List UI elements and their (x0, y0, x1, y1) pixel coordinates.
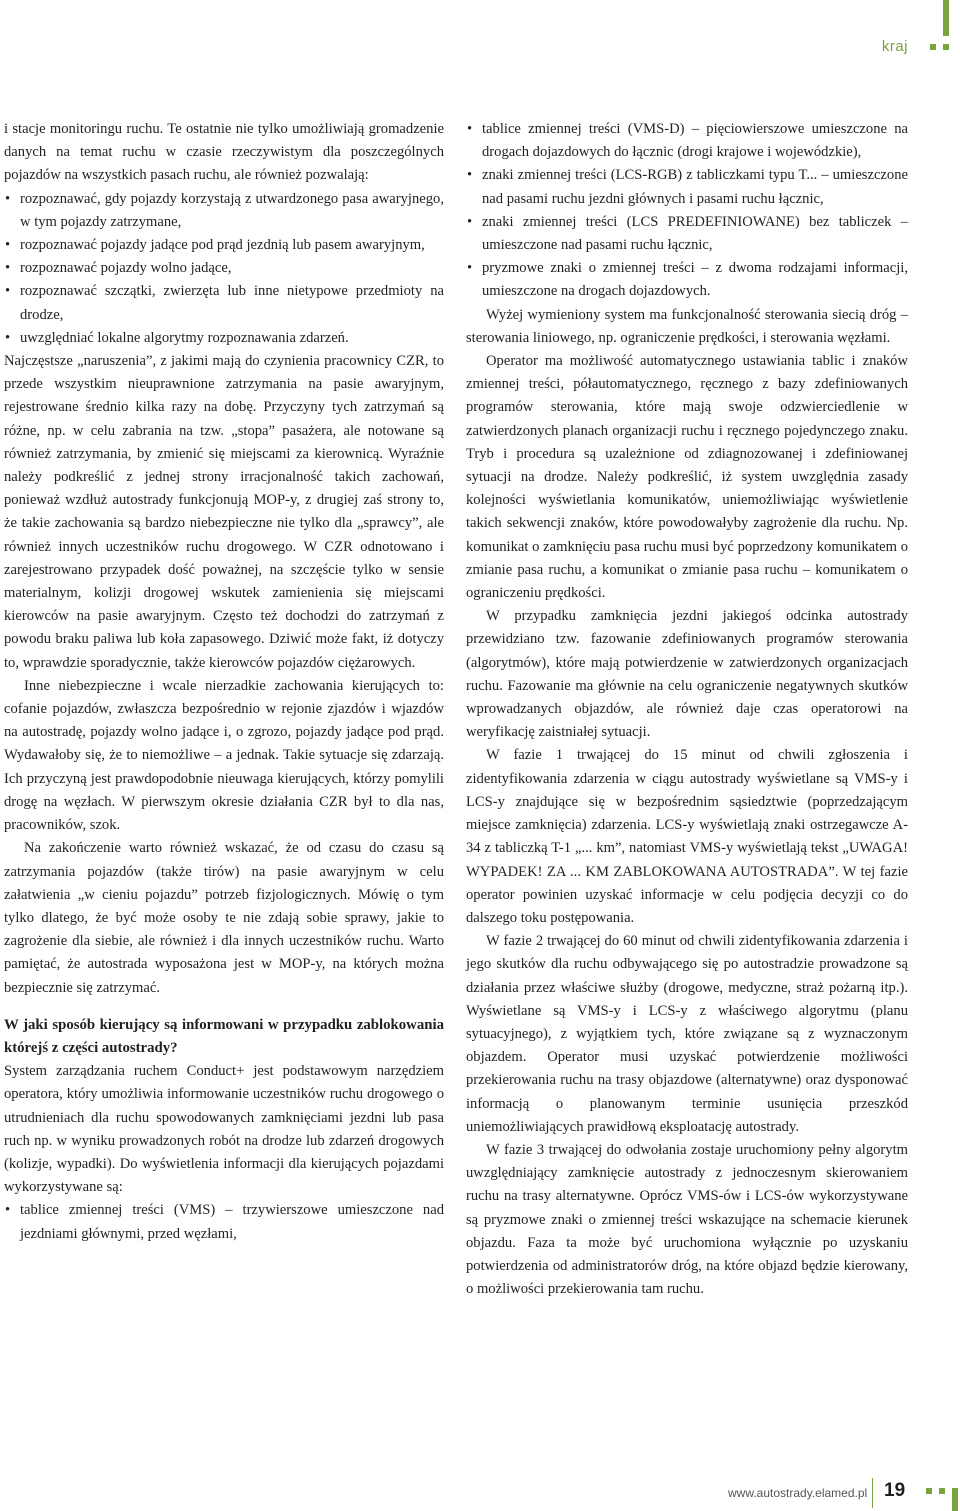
paragraph: Inne niebezpieczne i wcale nierzadkie zachowania kierujących to: cofanie pojazdów, zwłaszcza bezpośrednio w rejonie zjazdów i wjazdów na autostradę, pojazdy wolno jadące i, o zgrozo, pojazdy jadące pod prąd. Wydawałoby się, że to niemożliwe – a jednak. Takie sytuacje się zdarzają. Ich przyczyną jest prawdopodobnie nieuwaga kierujących, którzy pomylili drogę na węzłach. W pierwszym okresie działania CZR był to dla nas, pracowników, szok. (4, 677, 444, 834)
paragraph: Operator ma możliwość automatycznego ustawiania tablic i znaków zmiennej treści, półautomatycznego, ręcznego z bazy zdefiniowanych programów sterowania, które mają swoje odzwierciedlenie w zatwierdzonych planach organizacji ruchu i ręcznego pojedynczego znaku. Tryb i procedura są uzależnione od zdiagnozowanej i zdefiniowanej sytuacji na drodze. Należy podkreślić, iż system uwzględnia zasady kolejności wyświetlania komunikatów, uniemożliwiając wyświetlenie takich sekwencji znaków, które powodowałyby zagrożenie dla ruchu. Np. komunikat o zamknięciu pasa ruchu musi być poprzedzony komunikatem o zmianie pasa ruchu, a komunikat o zmianie pasa ruchu – komunikatem o ograniczeniu prędkości. (466, 353, 908, 602)
bullet-list (4, 1199, 444, 1245)
accent-bar (952, 1488, 958, 1511)
list-item: • uwzględniać lokalne algorytmy rozpoznawania zdarzeń. (4, 327, 444, 350)
paragraph: Wyżej wymieniony system ma funkcjonalność sterowania siecią dróg – sterowania liniowego, np. ograniczenie prędkości, i sterowania węzłami. (466, 306, 908, 346)
list-item: • tablice zmiennej treści (VMS-D) – pięciowierszowe umieszczone na drogach dojazdowych do łącznic (drogi krajowe i wojewódzkie), (466, 118, 908, 164)
paragraph: W fazie 1 trwającej do 15 minut od chwili zgłoszenia i zidentyfikowania zdarzenia w ciągu autostrady wyświetlane są VMS-y i LCS-y znajdujące się w bezpośrednim sąsiedztwie (poprzedzającym miejsce zamknięcia) zdarzenia. LCS-y wyświetlają znaki ostrzegawcze A-34 z tabliczką T-1 „... km”, natomiast VMS-y wyświetlają tekst „UWAGA! WYPADEK! ZA ... KM ZABLOKOWANA AUTOSTRADA”. W tej fazie operator powinien uzyskać informacje w celu podjęcia decyzji co do dalszego toku postępowania. (466, 747, 908, 926)
paragraph: System zarządzania ruchem Conduct+ jest podstawowym narzędziem operatora, który umożliwia informowanie uczestników ruchu drogowego o utrudnieniach dla ruchu spowodowanych zamknięciami jezdni lub pasa ruch np. w wyniku prowadzonych robót na drodze lub zdarzeń drogowych (kolizje, wypadki). Do wyświetlenia informacji dla kierujących pojazdami wykorzystywane są: (4, 1063, 444, 1196)
paragraph: W przypadku zamknięcia jezdni jakiegoś odcinka autostrady przewidziano tzw. fazowanie zdefiniowanych programów sterowania (algorytmów), które mają potwierdzenie w zatwierdzonych organizacjach ruchu. Fazowanie ma głównie na celu ograniczenie negatywnych skutków wprowadzanych objazdów, ale również daje czas operatorowi na weryfikację zaistniałej sytuacji. (466, 608, 908, 741)
footer-divider (872, 1478, 873, 1508)
list-item: • tablice zmiennej treści (VMS) – trzywierszowe umieszczone nad jezdniami głównymi, przed węzłami, (4, 1199, 444, 1245)
list-item: • znaki zmiennej treści (LCS PREDEFINIOWANE) bez tabliczek – umieszczone nad pasami ruchu łącznic, (466, 211, 908, 257)
paragraph: W fazie 2 trwającej do 60 minut od chwili zidentyfikowania zdarzenia i jego skutków dla ruchu odbywającego się po autostradzie prowadzone są działania przez właściwe służby (drogowe, medyczne, straż pożarną itp.). Wyświetlane są VMS-y i LCS-y z właściwego algorytmu (planu sytuacyjnego), z wyjątkiem tych, które związane są z wyznaczonym objazdem. Operator musi uzyskać potwierdzenie możliwości przekierowania ruchu na trasy objazdowe (alternatywne) oraz dysponować informacją o planowanym terminie usunięcia przeszkód uniemożliwiających prawidłową eksploatację autostrady. (466, 933, 908, 1135)
list-item: • rozpoznawać, gdy pojazdy korzystają z utwardzonego pasa awaryjnego, w tym pojazdy zatrzymane, (4, 188, 444, 234)
section-heading: W jaki sposób kierujący są informowani w przypadku zablokowania którejś z części autostrady? (4, 1016, 444, 1056)
left-column (4, 118, 444, 1246)
paragraph: Najczęstsze „naruszenia”, z jakimi mają do czynienia pracownicy CZR, to przede wszystkim nieuprawnione zatrzymania na pasie awaryjnym, rejestrowane średnio kilka razy na dobę. Przyczyny tych zatrzymań są różne, np. w celu zabrania na tzw. „stopa” pasażera, ale notowane są również zatrzymania, by zmienić się miejscami za kierownicą. Wyraźnie należy podkreślić z jednej strony irracjonalność takich zachowań, ponieważ wzdłuż autostrady funkcjonują MOP-y, z drugiej zaś strony to, że takie zachowania są bardzo niebezpieczne nie tylko dla „sprawcy”, ale również innych uczestników ruchu drogowego. W CZR odnotowano i zarejestrowano przypadek dość poważnej, na szczęście tylko w sensie materialnym, kolizji drogowej wskutek zamienienia się miejscami kierowców na pasie awaryjnym. Często też dochodzi do zatrzymań z powodu braku paliwa lub koła zapasowego. Dziwić może fakt, iż dotyczy to, wprawdzie sporadycznie, także kierowców pojazdów ciężarowych. (4, 353, 444, 671)
accent-square (926, 1488, 932, 1494)
list-item: • pryzmowe znaki o zmiennej treści – z dwoma rodzajami informacji, umieszczone na drogach dojazdowych. (466, 257, 908, 303)
page-number: 19 (884, 1480, 906, 1501)
list-item: • rozpoznawać szczątki, zwierzęta lub inne nietypowe przedmioty na drodze, (4, 280, 444, 326)
paragraph: Na zakończenie warto również wskazać, że od czasu do czasu są zatrzymania pojazdów (także tirów) na pasie awaryjnym w celu załatwienia „w cieniu pojazdu” potrzeb fizjologicznych. Mówię o tym tylko dlatego, że być może osoby te nie zdają sobie sprawy, jakie to zagrożenie dla siebie, ale również i dla innych uczestników ruchu. Warto pamiętać, że autostrada wyposażona jest w MOP-y, na których można bezpiecznie się zatrzymać. (4, 840, 444, 996)
list-item: • rozpoznawać pojazdy jadące pod prąd jezdnią lub pasem awaryjnym, (4, 234, 444, 257)
accent-square (939, 1488, 945, 1494)
accent-bar (943, 0, 949, 36)
right-column (466, 118, 908, 1301)
page-header (0, 0, 960, 80)
paragraph: i stacje monitoringu ruchu. Te ostatnie nie tylko umożliwiają gromadzenie danych na temat ruchu w czasie rzeczywistym dla poszczególnych pojazdów na wszystkich pasach ruchu, ale również pozwalają: (4, 121, 444, 184)
paragraph: W fazie 3 trwającej do odwołania zostaje uruchomiony pełny algorytm uwzględniający zamknięcie autostrady z jednoczesnym skierowaniem ruchu na trasy alternatywne. Oprócz VMS-ów i LCS-ów wykorzystywane są pryzmowe znaki o zmiennej treści wskazujące na schemacie kierunek objazdu. Faza ta może być uruchomiona wyłącznie po uzyskaniu potwierdzenia od administratorów dróg, na które objazd będzie kierowany, o możliwości przekierowania tam ruchu. (466, 1141, 908, 1298)
section-label: kraj (881, 38, 908, 55)
accent-square (943, 44, 949, 50)
list-item: • znaki zmiennej treści (LCS-RGB) z tabliczkami typu T... – umieszczone nad pasami ruchu jezdni głównych i pasami ruchu łącznic, (466, 164, 908, 210)
list-item: • rozpoznawać pojazdy wolno jadące, (4, 257, 444, 280)
bullet-list (466, 118, 908, 304)
footer-url: www.autostrady.elamed.pl (728, 1486, 868, 1500)
accent-square (930, 44, 936, 50)
bullet-list (4, 188, 444, 350)
